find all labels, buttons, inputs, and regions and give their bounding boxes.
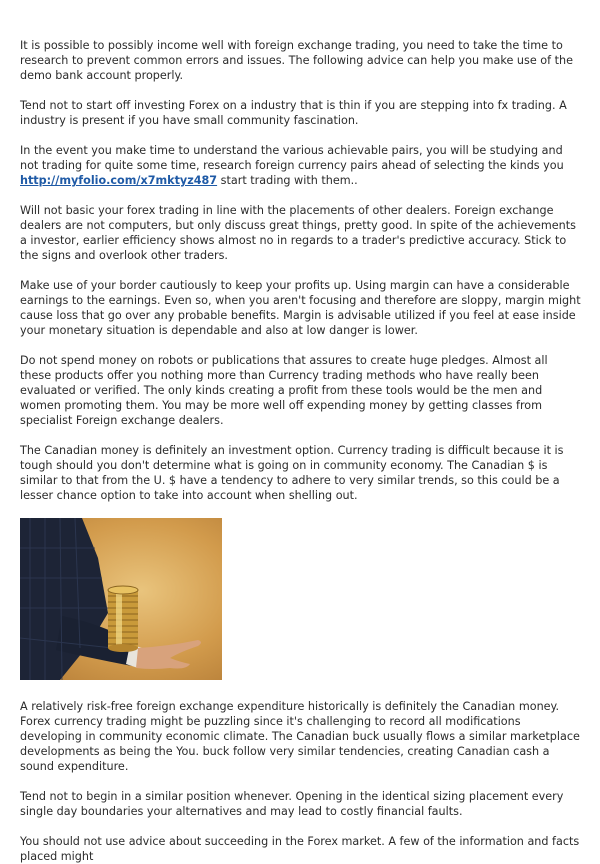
businessman-holding-coins-image xyxy=(20,518,222,680)
paragraph-3 xyxy=(20,143,581,188)
paragraph-9: Tend not to begin in a similar position whenever. Opening in the identical sizing placement every single day boundaries your alternatives and may lead to costly financial faults. xyxy=(20,790,564,818)
paragraph-5: Make use of your border cautiously to keep your profits up. Using margin can have a considerable earnings to the earnings. Even so, when you aren't focusing and therefore are sloppy, margin might cause loss that go over any probable benefits. Margin is advisable utilized if you feel at ease inside your monetary situation is dependable and also at low danger is lower. xyxy=(20,279,581,337)
paragraph-10: You should not use advice about succeeding in the Forex market. A few of the information and facts placed might xyxy=(20,835,580,863)
paragraph-6: Do not spend money on robots or publications that assures to create huge pledges. Almost all these products offer you nothing more than Currency trading methods who have really been evaluated or verified. The only kinds creating a profit from these tools would be the men and women promoting them. You may be more well off expending money by getting classes from specialist Foreign exchange dealers. xyxy=(20,354,548,427)
paragraph-7: The Canadian money is definitely an investment option. Currency trading is difficult because it is tough should you don't determine what is going on in community economy. The Canadian $ is similar to that from the U. $ have a tendency to adhere to very similar trends, so this could be a lesser chance option to take into account when shelling out. xyxy=(20,444,564,502)
paragraph-1: It is possible to possibly income well with foreign exchange trading, you need to take the time to research to prevent common errors and issues. The following advice can help you make use of the demo bank account properly. xyxy=(20,39,573,82)
paragraph-8: A relatively risk-free foreign exchange expenditure historically is definitely the Canadian money. Forex currency trading might be puzzling since it's challenging to record all modifications developing in community economic climate. The Canadian buck usually flows a similar marketplace developments as being the You. buck follow very similar tendencies, creating Canadian cash a sound expenditure. xyxy=(20,700,580,773)
myfolio-link[interactable]: http://myfolio.com/x7mktyz487 xyxy=(20,174,218,187)
paragraph-2: Tend not to start off investing Forex on a industry that is thin if you are stepping into fx trading. A industry is present if you have small community fascination. xyxy=(20,99,567,127)
paragraph-4: Will not basic your forex trading in line with the placements of other dealers. Foreign exchange dealers are not computers, but only discuss great things, pretty good. In spite of the achievements a investor, earlier efficiency shows almost no in regards to a trader's predictive accuracy. Stick to the signs and overlook other traders. xyxy=(20,204,576,262)
paragraph-3-text-after: start trading with them.. xyxy=(217,174,358,187)
paragraph-3-text-before: In the event you make time to understand the various achievable pairs, you will be studying and not trading for quite some time, research foreign currency pairs ahead of selecting the kinds you xyxy=(20,144,564,172)
